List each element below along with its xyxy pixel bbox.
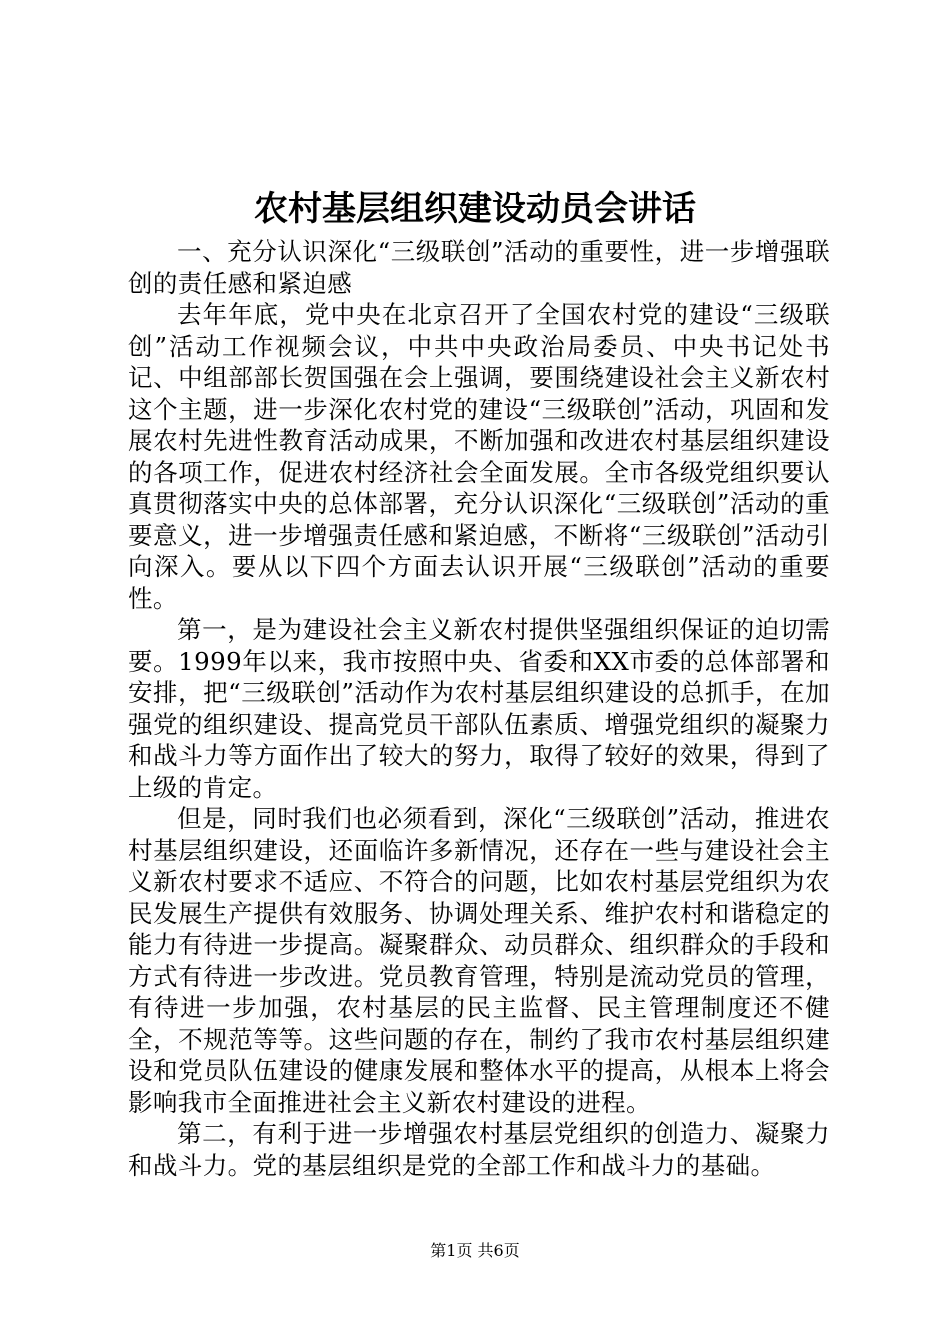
section-heading-1: 一、充分认识深化“三级联创”活动的重要性，进一步增强联创的责任感和紧迫感 [128,237,830,298]
paragraph-point-one: 第一，是为建设社会主义新农村提供坚强组织保证的迫切需要。1999年以来，我市按照中央、省委和XX市委的总体部署和安排，把“三级联创”活动作为农村基层组织建设的总抓手，在加强党的组织建设、提高党员干部队伍素质、增强党组织的凝聚力和战斗力等方面作出了较大的努力，取得了较好的效果，得到了上级的肯定。 [128,615,830,802]
document-title: 农村基层组织建设动员会讲话 [254,189,696,229]
paragraph-point-two: 第二，有利于进一步增强农村基层党组织的创造力、凝聚力和战斗力。党的基层组织是党的全部工作和战斗力的基础。 [128,1119,830,1180]
page-number-footer: 第1页 共6页 [430,1241,520,1260]
paragraph-meeting-summary: 去年年底，党中央在北京召开了全国农村党的建设“三级联创”活动工作视频会议，中共中央政治局委员、中央书记处书记、中组部部长贺国强在会上强调，要围绕建设社会主义新农村这个主题，进一步深化农村党的建设“三级联创”活动，巩固和发展农村先进性教育活动成果，不断加强和改进农村基层组织建设的各项工作，促进农村经济社会全面发展。全市各级党组织要认真贯彻落实中央的总体部署，充分认识深化“三级联创”活动的重要意义，进一步增强责任感和紧迫感，不断将“三级联创”活动引向深入。要从以下四个方面去认识开展“三级联创”活动的重要性。 [128,300,830,613]
paragraph-problems: 但是，同时我们也必须看到，深化“三级联创”活动，推进农村基层组织建设，还面临许多新情况，还存在一些与建设社会主义新农村要求不适应、不符合的问题，比如农村基层党组织为农民发展生产提供有效服务、协调处理关系、维护农村和谐稳定的能力有待进一步提高。凝聚群众、动员群众、组织群众的手段和方式有待进一步改进。党员教育管理，特别是流动党员的管理，有待进一步加强，农村基层的民主监督、民主管理制度还不健全，不规范等等。这些问题的存在，制约了我市农村基层组织建设和党员队伍建设的健康发展和整体水平的提高，从根本上将会影响我市全面推进社会主义新农村建设的进程。 [128,804,830,1117]
document-body [128,236,830,1181]
